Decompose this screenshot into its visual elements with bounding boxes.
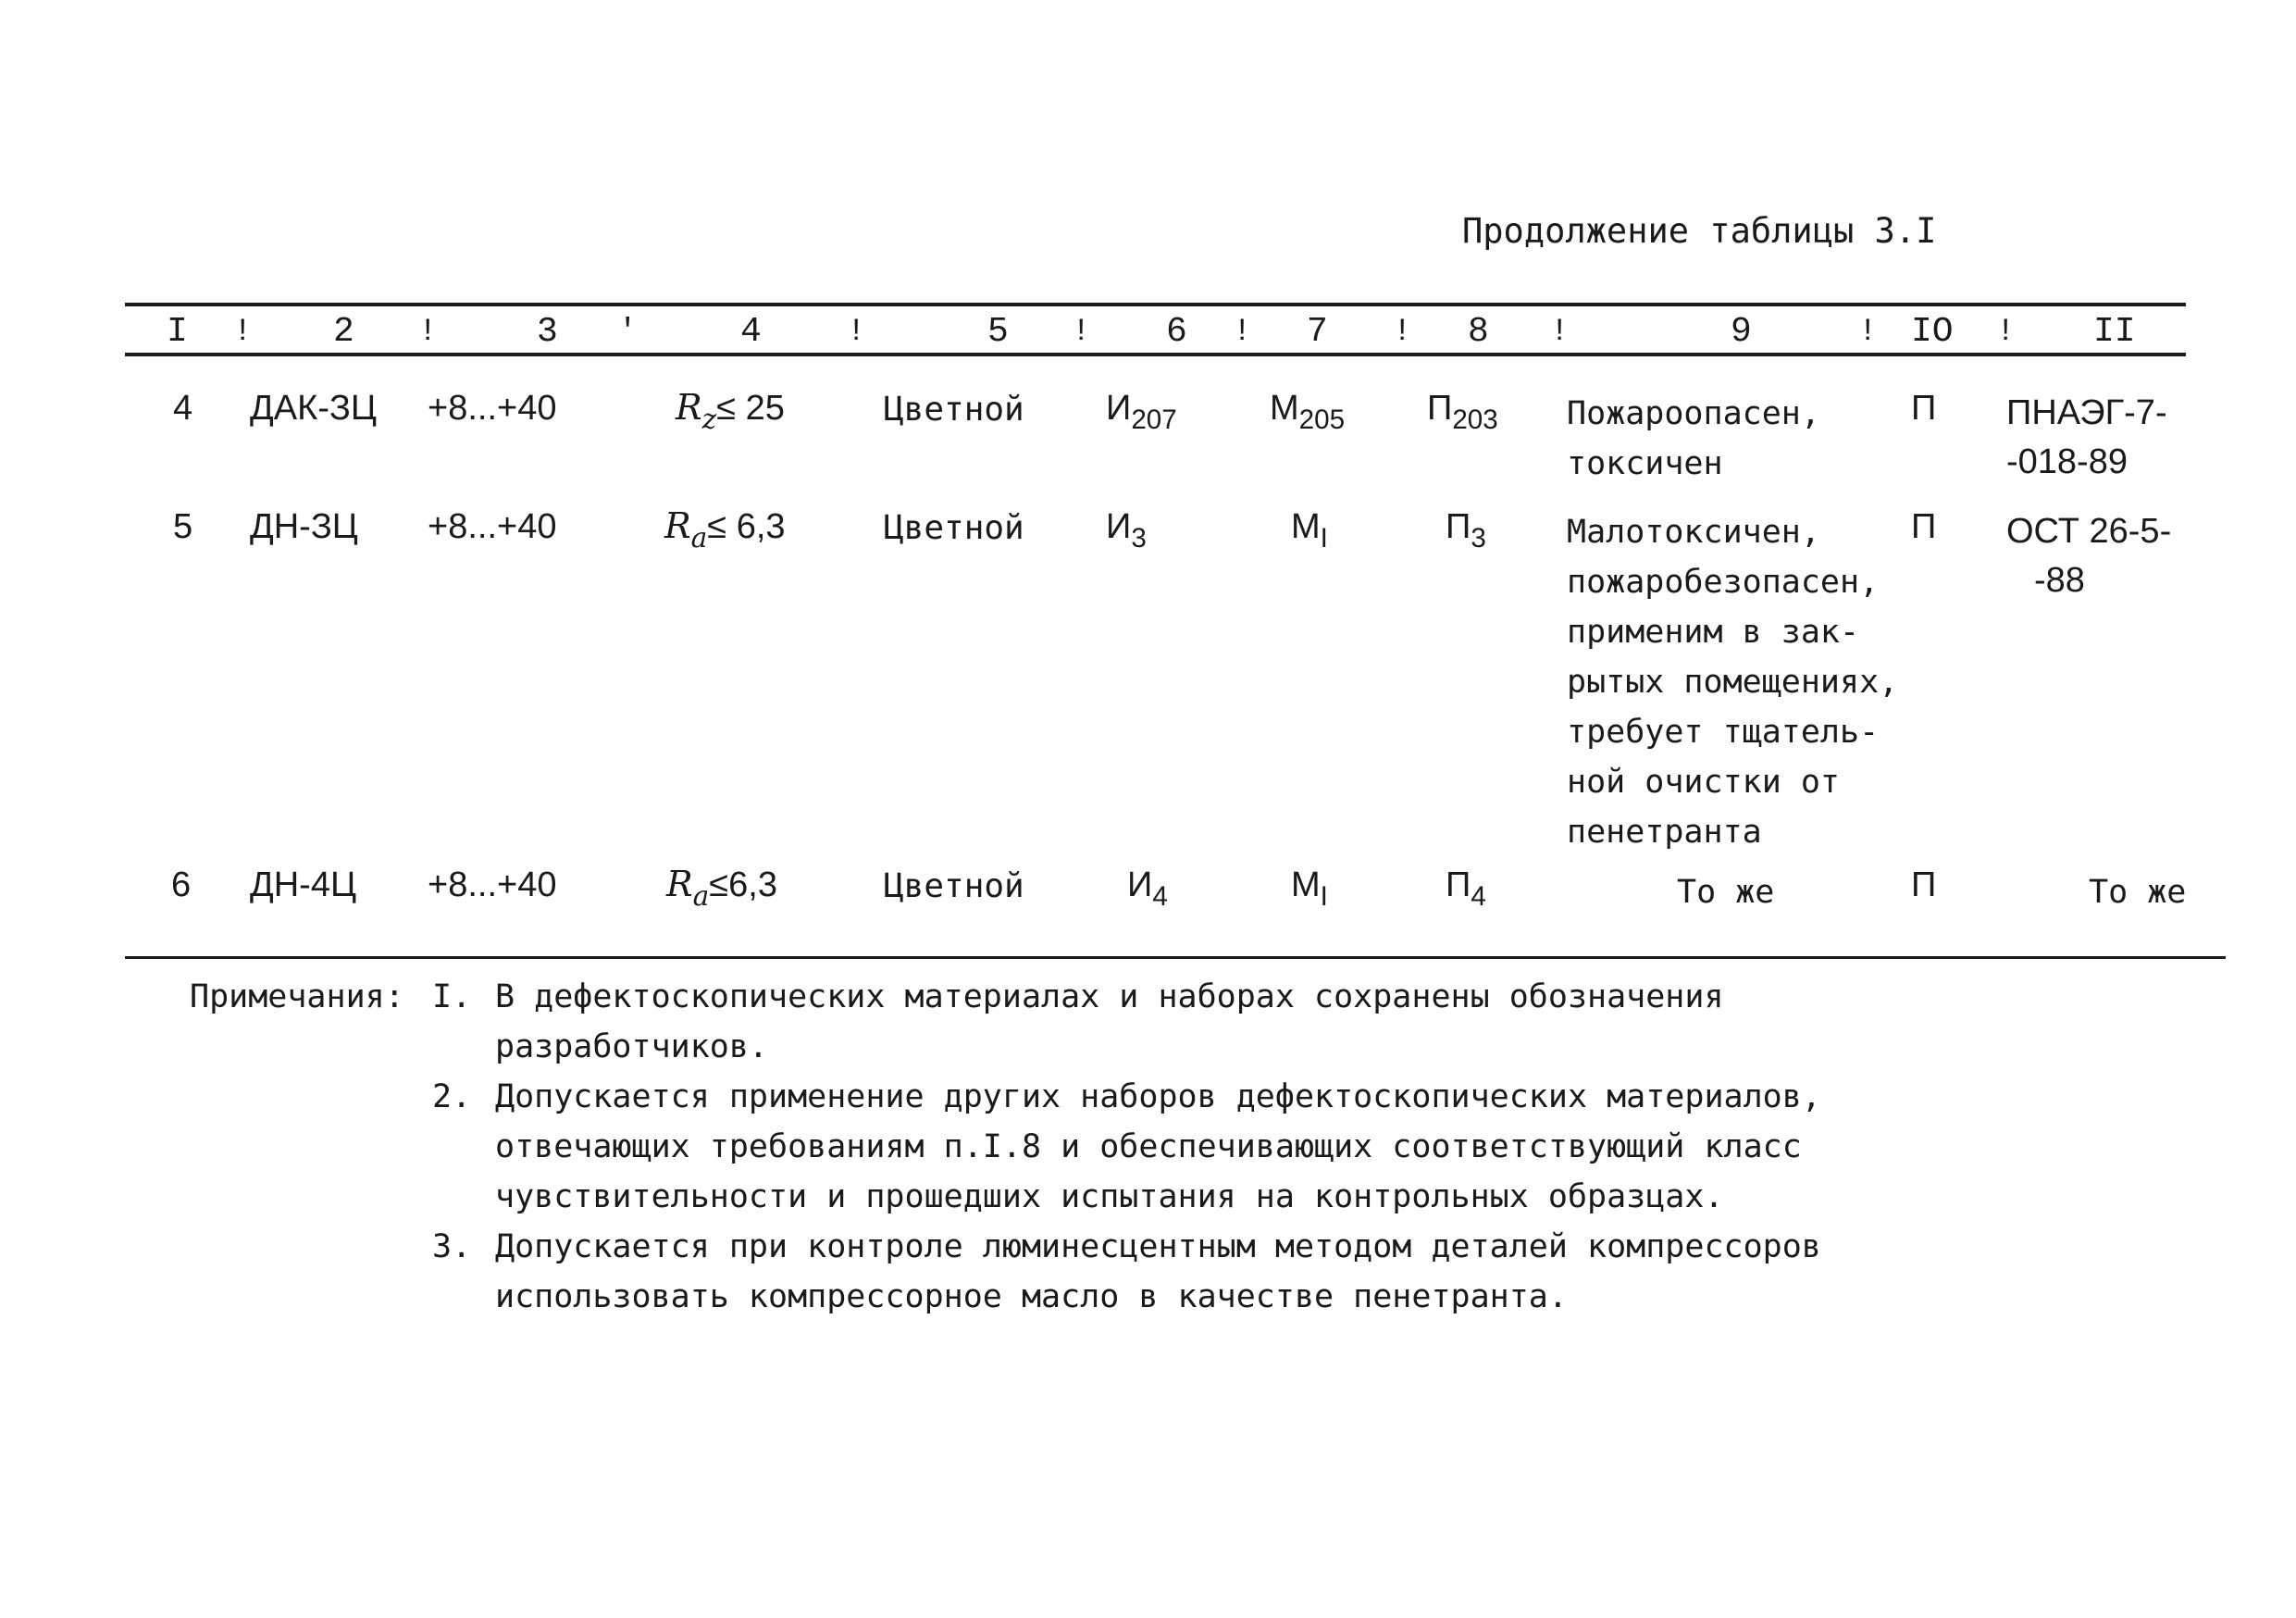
material-name: ДН-4Ц bbox=[250, 865, 357, 904]
column-separator: ! bbox=[1072, 315, 1091, 350]
column-separator: ! bbox=[1550, 315, 1570, 350]
column-separator: ! bbox=[1393, 315, 1412, 350]
column-number: 8 bbox=[1468, 312, 1489, 352]
properties-note: Малотоксичен, пожаробезопасен, применим в зак- рытых помещениях, требует тщатель- ной очистки от пенетранта bbox=[1567, 514, 1899, 851]
column-number: I bbox=[167, 312, 188, 352]
penetrant-code: $И_{207}$ bbox=[1106, 389, 1177, 436]
roughness-subscript: z bbox=[701, 403, 717, 436]
normative-document: То же bbox=[2089, 874, 2187, 911]
normative-document: ПНАЭГ-7- -018-89 bbox=[2006, 393, 2167, 481]
column-separator: ! bbox=[1233, 315, 1252, 350]
cleaner-code: $П_4$ bbox=[1446, 865, 1486, 913]
column-number: 7 bbox=[1307, 312, 1328, 352]
material-name: ДН-ЗЦ bbox=[250, 507, 358, 546]
row-number: 6 bbox=[171, 865, 192, 904]
column-number: 5 bbox=[987, 312, 1009, 352]
table-header-rule bbox=[125, 353, 2186, 356]
note-text: Допускается применение других наборов дефектоскопических материалов, отвечающих требованиям п.I.8 и обеспечивающих соответствующий класс чувствительности и прошедших испытания на контрольных образцах. bbox=[495, 1078, 1821, 1215]
column-10-value: П bbox=[1911, 865, 1937, 904]
roughness-value: ≤6,3 bbox=[709, 865, 777, 904]
method: Цветной bbox=[884, 391, 1024, 429]
roughness bbox=[666, 864, 777, 913]
column-number: IO bbox=[1911, 312, 1954, 352]
note-number: I. bbox=[432, 978, 472, 1015]
table-top-rule bbox=[125, 303, 2186, 306]
column-number: 3 bbox=[537, 312, 558, 352]
note-text: В дефектоскопических материалах и наборах сохранены обозначения разработчиков. bbox=[495, 978, 1724, 1065]
temperature-range: +8...+40 bbox=[428, 865, 557, 904]
roughness bbox=[664, 505, 786, 554]
column-10-value: П bbox=[1911, 507, 1937, 546]
column-separator: ! bbox=[847, 315, 866, 350]
temperature-range: +8...+40 bbox=[428, 507, 557, 546]
material-name: ДАК-ЗЦ bbox=[250, 389, 377, 428]
properties-note: Пожароопасен, токсичен bbox=[1567, 395, 1820, 482]
roughness-symbol: R bbox=[666, 864, 693, 904]
notes-label: Примечания: bbox=[190, 978, 404, 1015]
note-text: Допускается при контроле люминесцентным методом деталей компрессоров использовать компрессорное масло в качестве пенетранта. bbox=[495, 1228, 1821, 1315]
method: Цветной bbox=[884, 509, 1024, 547]
roughness bbox=[676, 387, 785, 436]
roughness-value: ≤ 6,3 bbox=[707, 507, 786, 546]
column-number: 2 bbox=[333, 312, 354, 352]
column-separator: ! bbox=[233, 315, 253, 350]
cleaner-code: $П_{203}$ bbox=[1427, 389, 1498, 436]
column-separator: ! bbox=[418, 315, 438, 350]
note-number: 2. bbox=[432, 1078, 472, 1115]
temperature-range: +8...+40 bbox=[428, 389, 557, 428]
roughness-symbol: R bbox=[664, 505, 691, 546]
note-number: 3. bbox=[432, 1228, 472, 1265]
properties-note: То же bbox=[1677, 874, 1775, 911]
roughness-symbol: R bbox=[676, 387, 702, 428]
column-10-value: П bbox=[1911, 389, 1937, 428]
method: Цветной bbox=[884, 867, 1024, 905]
developer-code: $М_I$ bbox=[1291, 865, 1328, 913]
roughness-value: ≤ 25 bbox=[716, 389, 785, 428]
row-number: 5 bbox=[173, 507, 193, 546]
column-separator: ' bbox=[618, 315, 638, 350]
column-number: 4 bbox=[740, 312, 762, 352]
penetrant-code: $И_3$ bbox=[1106, 507, 1147, 554]
column-number: 6 bbox=[1166, 312, 1187, 352]
cleaner-code: $П_3$ bbox=[1446, 507, 1486, 554]
developer-code: $М_{205}$ bbox=[1270, 389, 1346, 436]
column-number: 9 bbox=[1731, 312, 1752, 352]
table-continuation-caption: Продолжение таблицы 3.I bbox=[1462, 211, 1937, 251]
roughness-subscript: a bbox=[690, 521, 708, 554]
row-number: 4 bbox=[173, 389, 193, 428]
column-separator: ! bbox=[1996, 315, 2016, 350]
column-number: II bbox=[2093, 312, 2136, 352]
roughness-subscript: a bbox=[692, 879, 710, 913]
normative-document: ОСТ 26-5- -88 bbox=[2006, 512, 2172, 600]
developer-code: $М_I$ bbox=[1291, 507, 1328, 554]
table-bottom-rule bbox=[125, 956, 2226, 959]
column-separator: ! bbox=[1858, 315, 1878, 350]
penetrant-code: $И_4$ bbox=[1127, 865, 1168, 913]
